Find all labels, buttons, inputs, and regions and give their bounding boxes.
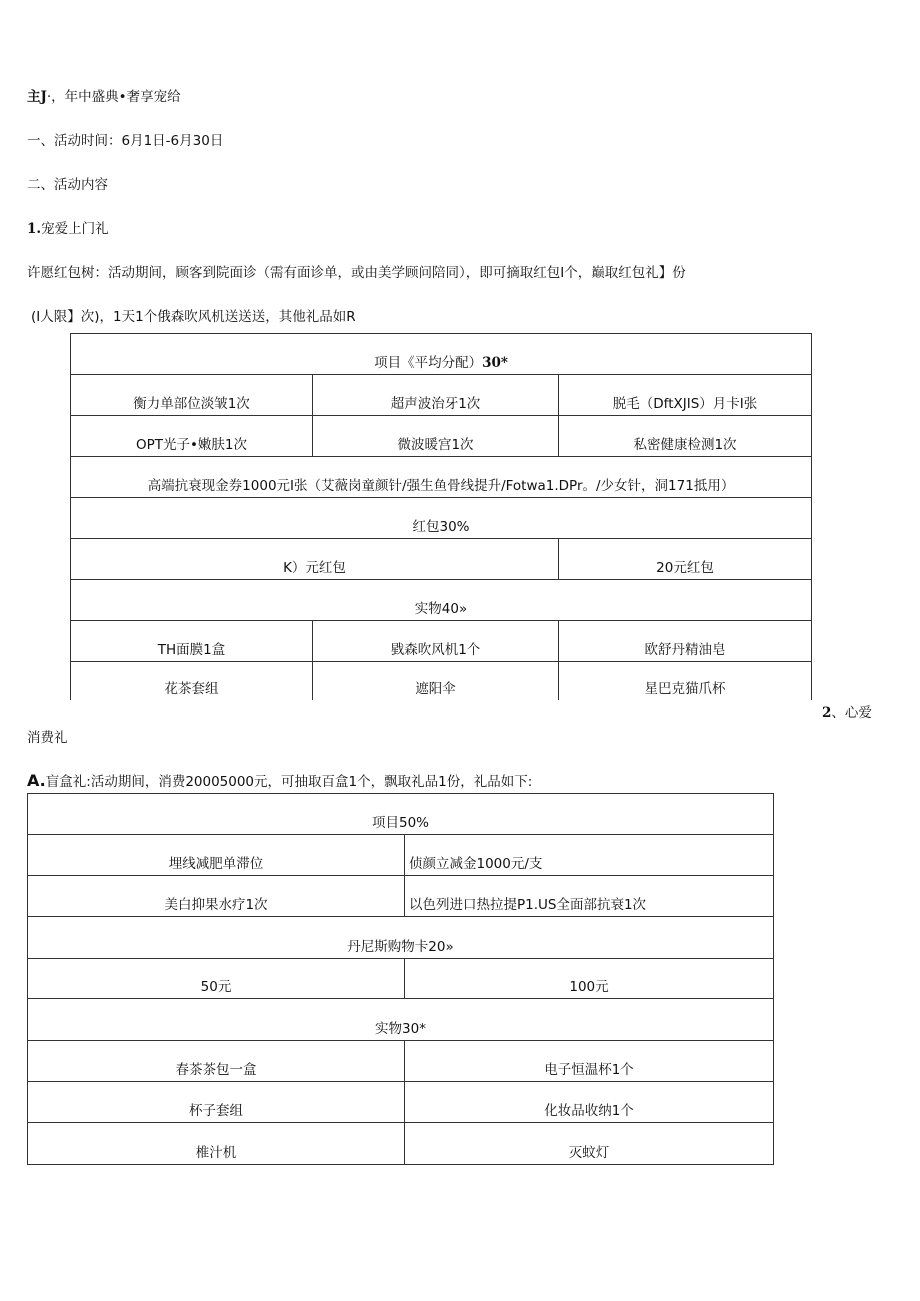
table1-cell: 花茶套组: [71, 662, 313, 700]
table2-cell: 美白抑果水疗1次: [28, 876, 405, 917]
table1-cell: TH面膜1盒: [71, 621, 313, 662]
table1-cell: 遮阳伞: [313, 662, 559, 700]
table1-cell: 20元红包: [559, 539, 812, 580]
table2-cell: 埋线减肥单滞位: [28, 835, 405, 876]
table1-cell: 超声波治牙1次: [313, 375, 559, 416]
item2-continuation: 消费礼: [27, 730, 68, 746]
table2-cell: 春茶茶包一盒: [28, 1041, 405, 1082]
table1-cell: 衡力单部位淡皱1次: [71, 375, 313, 416]
table1-cell: 欧舒丹精油皂: [559, 621, 812, 662]
table2-cell: 电子恒温杯1个: [405, 1041, 774, 1082]
para-limit: (I人限】次)，1天1个俄森吹风机送送送，其他礼品如R: [31, 309, 356, 325]
doc-title-prefix: 主J: [27, 89, 47, 105]
item1-title: 宠爱上门礼: [41, 221, 109, 237]
table2-goods-header: 实物30*: [28, 999, 774, 1041]
table1-redpacket-header: 红包30%: [71, 498, 812, 539]
item2-number: 2: [822, 705, 832, 721]
doc-title-text: ·，年中盛典•奢享宠给: [46, 89, 181, 105]
gift-table-2: [27, 793, 774, 1165]
table2-cell: 50元: [28, 959, 405, 999]
table1-cell: 微波暖宫1次: [313, 416, 559, 457]
table2-cell: 化妆品收纳1个: [405, 1082, 774, 1123]
para-wishing-tree: 许愿红包树：活动期间，顾客到院面诊（需有面诊单，或由美学顾问陪同），即可摘取红包I个，巅取红包礼】份: [27, 265, 686, 281]
table1-cell: 私密健康检测1次: [559, 416, 812, 457]
table1-header: [71, 334, 812, 375]
table1-cell: OPT光子•嫩肤1次: [71, 416, 313, 457]
item1-number: 1.: [27, 221, 42, 237]
table2-cell: 侦颜立减金1000元/支: [405, 835, 774, 876]
section-content: 二、活动内容: [27, 177, 108, 193]
item1-heading: [27, 220, 109, 238]
item2-title: 、心爱: [831, 705, 872, 721]
table2-cell: 100元: [405, 959, 774, 999]
table1-cell: 星巴克猫爪杯: [559, 662, 812, 700]
table1-voucher-row: 高端抗衰现金券1000元I张（艾薇岗童颜针/强生鱼骨线提升/Fotwa1.DPr。/少女针，洞171抵用）: [71, 457, 812, 498]
item-a-letter: A.: [27, 771, 46, 790]
table2-cell: 以色列进口热拉提P1.US全面部抗衰1次: [405, 876, 774, 917]
item-a-heading: [27, 772, 532, 791]
table1-cell: 脱毛（DftXJIS）月卡I张: [559, 375, 812, 416]
gift-table-1: [70, 333, 812, 700]
table1-header-text: 项目《平均分配）: [374, 355, 483, 371]
table2-cell: 灭蚊灯: [405, 1123, 774, 1165]
table1-cell: 戥森吹风机1个: [313, 621, 559, 662]
item-a-text: 盲盒礼:活动期间，消费20005000元，可抽取百盒1个，飘取礼品1份，礼品如下:: [45, 774, 533, 790]
table1-header-num: 30*: [482, 355, 508, 371]
section-time: 一、活动时间：6月1日-6月30日: [27, 133, 224, 149]
table1-cell: K）元红包: [71, 539, 559, 580]
table2-shopping-card-header: 丹尼斯购物卡20»: [28, 917, 774, 959]
table2-cell: 椎汁机: [28, 1123, 405, 1165]
table1-goods-header: 实物40»: [71, 580, 812, 621]
table2-header: 项目50%: [28, 794, 774, 835]
table2-cell: 杯子套组: [28, 1082, 405, 1123]
item2-heading: [822, 704, 872, 722]
doc-title: [27, 88, 181, 106]
